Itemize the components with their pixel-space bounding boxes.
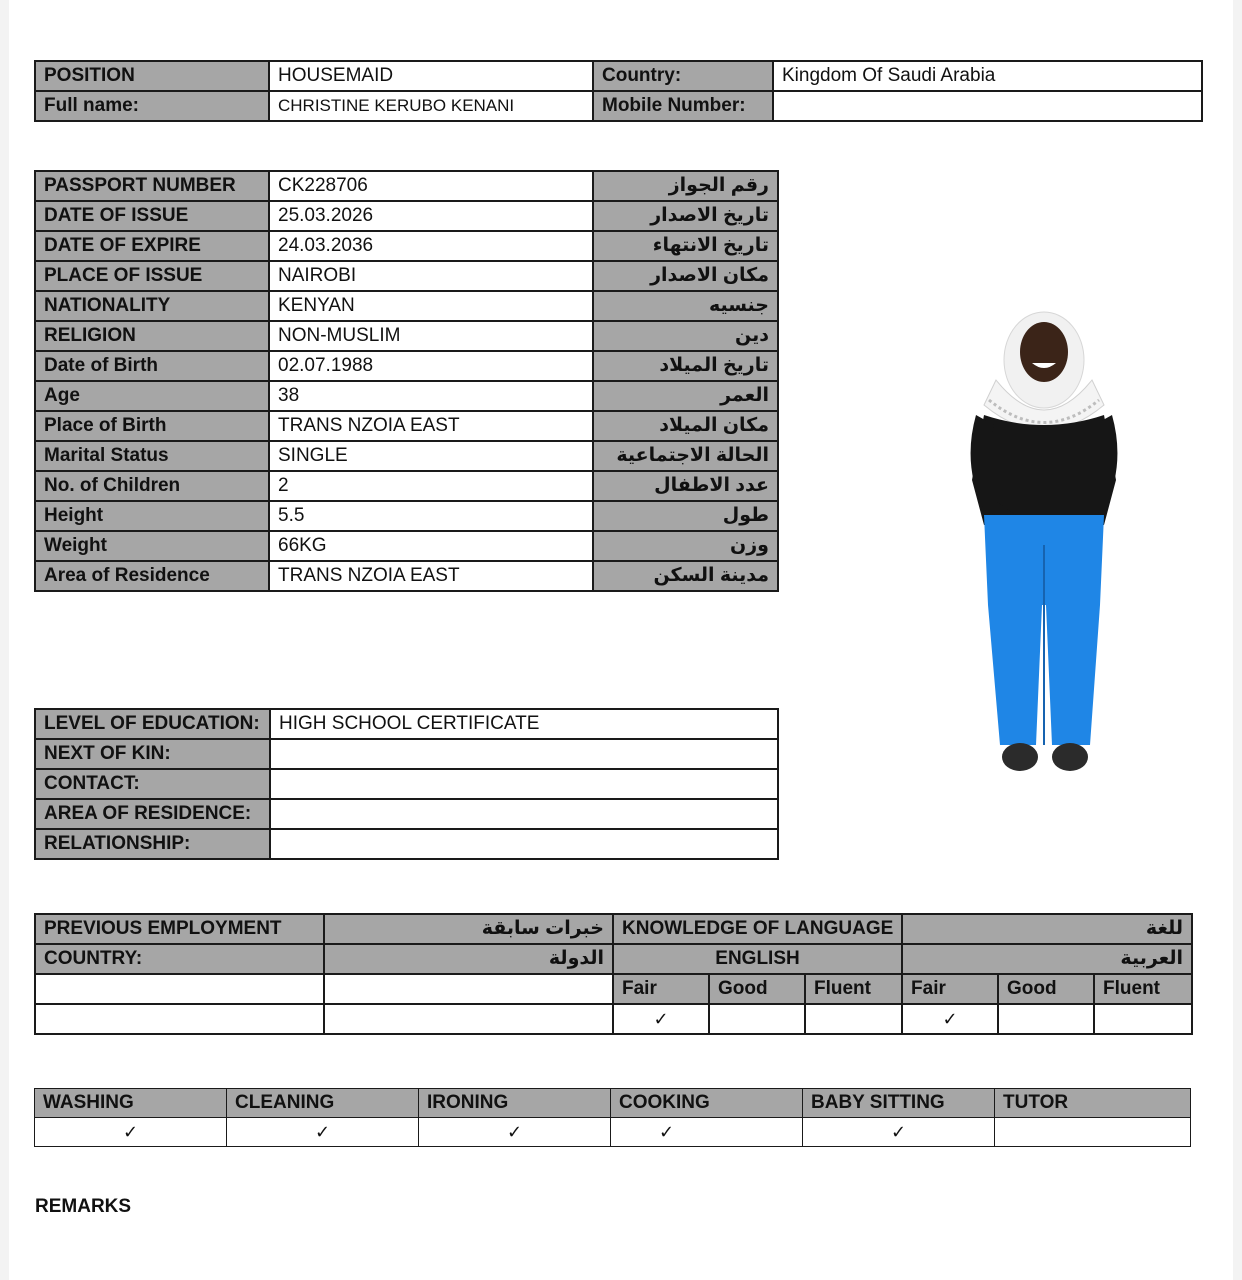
person-photo [954,305,1129,785]
arabic-good-check [998,1004,1094,1034]
english-label: ENGLISH [613,944,902,974]
mobile-value [773,91,1202,121]
skills-table [34,1088,1191,1147]
table-row [35,201,778,231]
personal-arabic-label: تاريخ الانتهاء [593,231,778,261]
table-row [35,291,778,321]
personal-value: TRANS NZOIA EAST [269,561,593,591]
table-row [35,829,778,859]
table-row [35,1004,1192,1034]
personal-label: Height [35,501,269,531]
table-row [35,471,778,501]
english-fair-check: ✓ [613,1004,709,1034]
personal-label: PLACE OF ISSUE [35,261,269,291]
english-level-fluent: Fluent [805,974,902,1004]
personal-label: DATE OF ISSUE [35,201,269,231]
education-label: LEVEL OF EDUCATION: [35,709,270,739]
position-label: POSITION [35,61,269,91]
personal-label: PASSPORT NUMBER [35,171,269,201]
country-label: Country: [593,61,773,91]
skill-tutor-label: TUTOR [995,1089,1191,1118]
personal-label: No. of Children [35,471,269,501]
personal-arabic-label: دين [593,321,778,351]
table-row [35,531,778,561]
education-label: AREA OF RESIDENCE: [35,799,270,829]
table-row [35,321,778,351]
english-good-check [709,1004,805,1034]
country-arabic: الدولة [324,944,613,974]
employment-cell [324,1004,613,1034]
fullname-label: Full name: [35,91,269,121]
personal-label: NATIONALITY [35,291,269,321]
arabic-level-good: Good [998,974,1094,1004]
personal-value: SINGLE [269,441,593,471]
personal-label: Marital Status [35,441,269,471]
personal-label: Weight [35,531,269,561]
table-row [35,261,778,291]
education-value [270,739,778,769]
employment-cell [35,974,324,1004]
arabic-level-fair: Fair [902,974,998,1004]
personal-value: 5.5 [269,501,593,531]
table-row [35,231,778,261]
personal-label: Place of Birth [35,411,269,441]
skill-cooking-label: COOKING [611,1089,803,1118]
personal-arabic-label: جنسيه [593,291,778,321]
personal-arabic-label: تاريخ الميلاد [593,351,778,381]
personal-label: Area of Residence [35,561,269,591]
arabic-fluent-check [1094,1004,1192,1034]
personal-label: Date of Birth [35,351,269,381]
skill-cleaning-check: ✓ [227,1118,419,1147]
skill-tutor-check [995,1118,1191,1147]
english-fluent-check [805,1004,902,1034]
table-row [35,944,1192,974]
skill-babysitting-check: ✓ [803,1118,995,1147]
table-row [35,381,778,411]
table-row [35,441,778,471]
country-label: COUNTRY: [35,944,324,974]
english-level-good: Good [709,974,805,1004]
education-label: CONTACT: [35,769,270,799]
personal-arabic-label: الحالة الاجتماعية [593,441,778,471]
personal-value: NON-MUSLIM [269,321,593,351]
personal-value: 25.03.2026 [269,201,593,231]
personal-value: 2 [269,471,593,501]
english-level-fair: Fair [613,974,709,1004]
table-row [35,351,778,381]
skill-babysitting-label: BABY SITTING [803,1089,995,1118]
table-row [35,914,1192,944]
personal-arabic-label: وزن [593,531,778,561]
table-row [35,739,778,769]
employment-cell [324,974,613,1004]
skill-ironing-label: IRONING [419,1089,611,1118]
table-row [35,1089,1191,1118]
employment-cell [35,1004,324,1034]
table-row [35,501,778,531]
personal-details-table [34,170,779,592]
skill-cooking-check: ✓ [611,1118,803,1147]
table-row [35,561,778,591]
skill-washing-check: ✓ [35,1118,227,1147]
personal-value: 24.03.2036 [269,231,593,261]
mobile-label: Mobile Number: [593,91,773,121]
table-row [35,709,778,739]
education-table [34,708,779,860]
previous-employment-label: PREVIOUS EMPLOYMENT [35,914,324,944]
language-arabic: للغة [902,914,1192,944]
header-table [34,60,1203,122]
education-value [270,769,778,799]
personal-label: DATE OF EXPIRE [35,231,269,261]
employment-language-table [34,913,1193,1035]
skill-ironing-check: ✓ [419,1118,611,1147]
table-row [35,61,1202,91]
skill-washing-label: WASHING [35,1089,227,1118]
personal-arabic-label: العمر [593,381,778,411]
personal-label: Age [35,381,269,411]
table-row [35,799,778,829]
personal-value: 02.07.1988 [269,351,593,381]
education-label: NEXT OF KIN: [35,739,270,769]
arabic-fair-check: ✓ [902,1004,998,1034]
education-value [270,799,778,829]
personal-value: TRANS NZOIA EAST [269,411,593,441]
personal-value: 66KG [269,531,593,561]
education-value: HIGH SCHOOL CERTIFICATE [270,709,778,739]
personal-value: 38 [269,381,593,411]
arabic-language-label: العربية [902,944,1192,974]
position-value: HOUSEMAID [269,61,593,91]
table-row [35,91,1202,121]
personal-value: KENYAN [269,291,593,321]
personal-value: CK228706 [269,171,593,201]
education-label: RELATIONSHIP: [35,829,270,859]
remarks-label: REMARKS [35,1196,132,1217]
table-row [35,411,778,441]
previous-employment-arabic: خبرات سابقة [324,914,613,944]
education-value [270,829,778,859]
arabic-level-fluent: Fluent [1094,974,1192,1004]
personal-arabic-label: طول [593,501,778,531]
cv-page [9,0,1233,1280]
personal-arabic-label: عدد الاطفال [593,471,778,501]
fullname-value: CHRISTINE KERUBO KENANI [269,91,593,121]
language-label: KNOWLEDGE OF LANGUAGE [613,914,902,944]
personal-value: NAIROBI [269,261,593,291]
table-row [35,974,1192,1004]
personal-arabic-label: مكان الاصدار [593,261,778,291]
personal-arabic-label: تاريخ الاصدار [593,201,778,231]
personal-arabic-label: مدينة السكن [593,561,778,591]
personal-arabic-label: مكان الميلاد [593,411,778,441]
personal-arabic-label: رقم الجواز [593,171,778,201]
personal-label: RELIGION [35,321,269,351]
table-row [35,1118,1191,1147]
skill-cleaning-label: CLEANING [227,1089,419,1118]
country-value: Kingdom Of Saudi Arabia [773,61,1202,91]
table-row [35,769,778,799]
table-row [35,171,778,201]
